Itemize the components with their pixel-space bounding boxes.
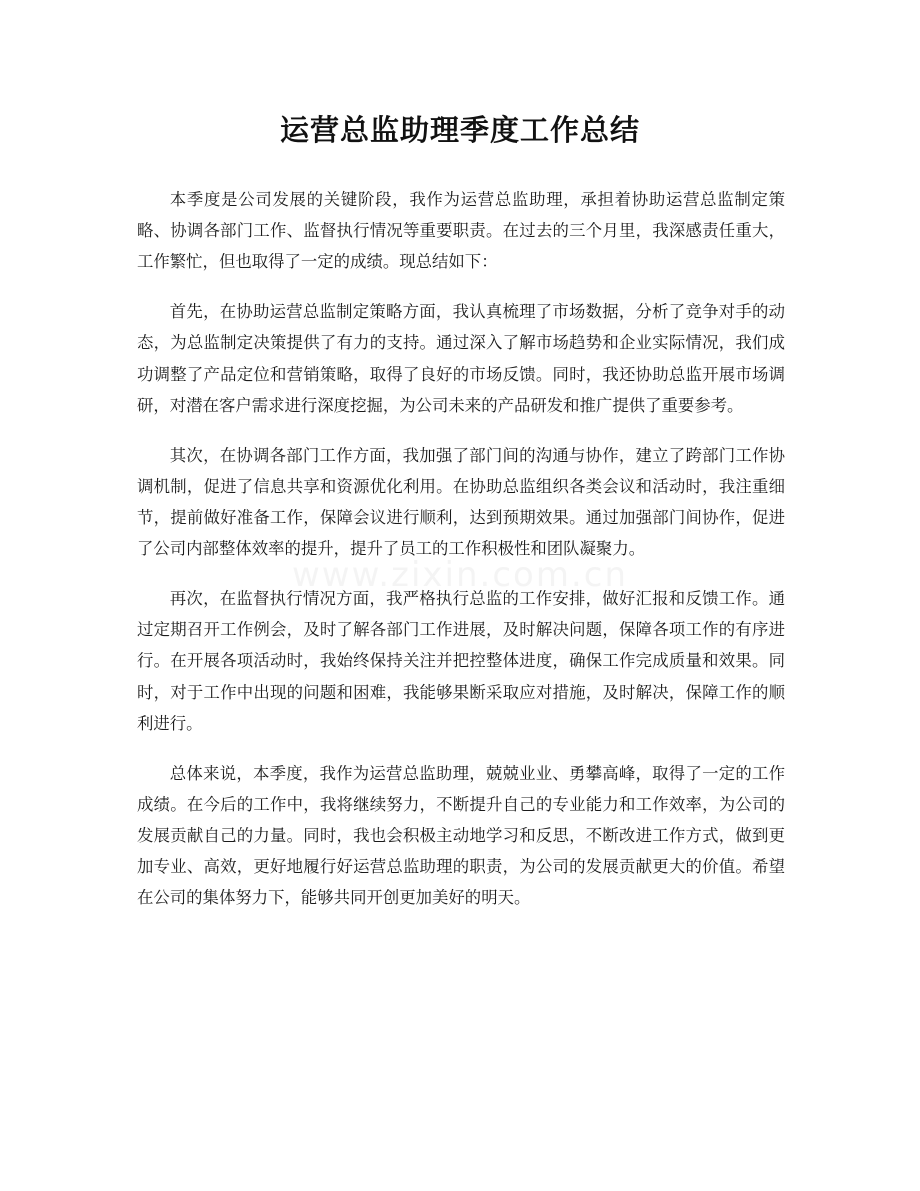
document-title: 运营总监助理季度工作总结 bbox=[279, 113, 640, 147]
paragraph-coordination: 其次，在协调各部门工作方面，我加强了部门间的沟通与协作，建立了跨部门工作协调机制，促进了信息共享和资源优化利用。在协助总监组织各类会议和活动时，我注重细节，提前做好准备工作，保障会议进行顺利，达到预期效果。通过加强部门间协作，促进了公司内部整体效率的提升，提升了员工的工作积极性和团队凝聚力。 bbox=[137, 445, 785, 559]
paragraph-conclusion: 总体来说，本季度，我作为运营总监助理，兢兢业业、勇攀高峰，取得了一定的工作成绩。在今后的工作中，我将继续努力，不断提升自己的专业能力和工作效率，为公司的发展贡献自己的力量。同时，我也会积极主动地学习和反思，不断改进工作方式，做到更加专业、高效，更好地履行好运营总监助理的职责，为公司的发展贡献更大的价值。希望在公司的集体努力下，能够共同开创更加美好的明天。 bbox=[137, 763, 785, 908]
paragraph-intro: 本季度是公司发展的关键阶段，我作为运营总监助理，承担着协助运营总监制定策略、协调各部门工作、监督执行情况等重要职责。在过去的三个月里，我深感责任重大，工作繁忙，但也取得了一定的成绩。现总结如下： bbox=[137, 190, 785, 272]
paragraph-strategy: 首先，在协助运营总监制定策略方面，我认真梳理了市场数据，分析了竞争对手的动态，为总监制定决策提供了有力的支持。通过深入了解市场趋势和企业实际情况，我们成功调整了产品定位和营销策略，取得了良好的市场反馈。同时，我还协助总监开展市场调研，对潜在客户需求进行深度挖掘，为公司未来的产品研发和推广提供了重要参考。 bbox=[137, 302, 785, 415]
paragraph-supervision: 再次，在监督执行情况方面，我严格执行总监的工作安排，做好汇报和反馈工作。通过定期召开工作例会，及时了解各部门工作进展，及时解决问题，保障各项工作的有序进行。在开展各项活动时，我始终保持关注并把控整体进度，确保工作完成质量和效果。同时，对于工作中出现的问题和困难，我能够果断采取应对措施，及时解决，保障工作的顺利进行。 bbox=[137, 589, 785, 733]
watermark: www.zixin.com.cn bbox=[292, 555, 628, 595]
document-body bbox=[137, 184, 785, 932]
